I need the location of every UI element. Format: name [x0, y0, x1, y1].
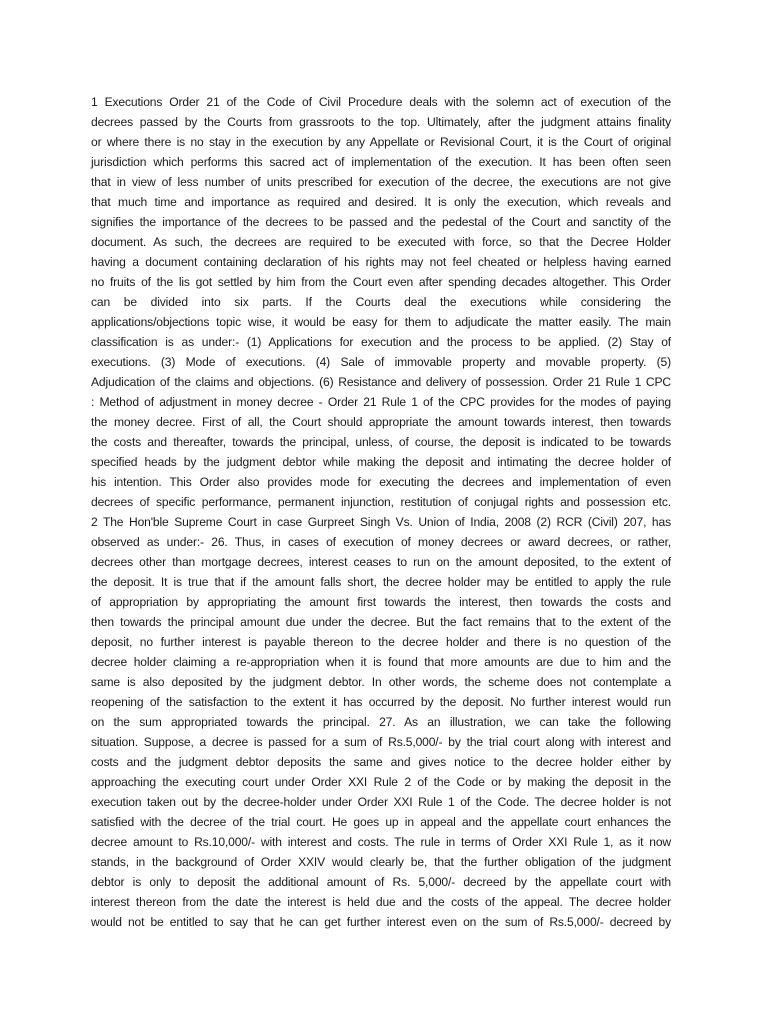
text-line: applications/objections topic wise, it would be easy for them to adjudicate the matter easily. The main — [91, 315, 671, 329]
text-line: 1 Executions Order 21 of the Code of Civil Procedure deals with the solemn act of execution of the — [91, 95, 671, 109]
text-line: that in view of less number of units prescribed for execution of the decree, the executions are not give — [91, 175, 671, 189]
text-line: then towards the principal amount due under the decree. But the fact remains that to the extent of the — [91, 615, 671, 629]
text-line: on the sum appropriated towards the principal. 27. As an illustration, we can take the following — [91, 715, 671, 729]
text-line: reopening of the satisfaction to the extent it has occurred by the deposit. No further interest would run — [91, 695, 671, 709]
text-line: no fruits of the lis got settled by him from the Court even after spending decades altogether. This Order — [91, 275, 671, 289]
text-line: interest thereon from the date the interest is held due and the costs of the appeal. The decree holder — [91, 895, 671, 909]
text-line: execution taken out by the decree-holder under Order XXI Rule 1 of the Code. The decree holder is not — [91, 795, 671, 809]
text-line: executions. (3) Mode of executions. (4) Sale of immovable property and movable property. (5) — [91, 355, 671, 369]
text-line: decrees other than mortgage decrees, interest ceases to run on the amount deposited, to the extent of — [91, 555, 671, 569]
text-line: of appropriation by appropriating the amount first towards the interest, then towards the costs and — [91, 595, 671, 609]
document-body — [91, 92, 671, 932]
text-line: document. As such, the decrees are required to be executed with force, so that the Decree Holder — [91, 235, 671, 249]
text-line: his intention. This Order also provides mode for executing the decrees and implementation of even — [91, 475, 671, 489]
text-line: that much time and importance as required and desired. It is only the execution, which reveals and — [91, 195, 671, 209]
text-line: 2 The Hon'ble Supreme Court in case Gurpreet Singh Vs. Union of India, 2008 (2) RCR (Civil) 207, has — [91, 515, 671, 529]
text-line: classification is as under:- (1) Applications for execution and the process to be applied. (2) Stay of — [91, 335, 671, 349]
text-line: decrees of specific performance, permanent injunction, restitution of conjugal rights and possession etc. — [91, 495, 671, 509]
text-line: costs and the judgment debtor deposits the same and gives notice to the decree holder either by — [91, 755, 671, 769]
text-line: specified heads by the judgment debtor while making the deposit and intimating the decree holder of — [91, 455, 671, 469]
text-line: debtor is only to deposit the additional amount of Rs. 5,000/- decreed by the appellate court with — [91, 875, 671, 889]
text-line: decree amount to Rs.10,000/- with interest and costs. The rule in terms of Order XXI Rule 1, as it now — [91, 835, 671, 849]
text-line: satisfied with the decree of the trial court. He goes up in appeal and the appellate court enhances the — [91, 815, 671, 829]
text-line: the money decree. First of all, the Court should appropriate the amount towards interest, then towards — [91, 415, 671, 429]
text-line: decree holder claiming a re-appropriation when it is found that more amounts are due to him and the — [91, 655, 671, 669]
text-line: decrees passed by the Courts from grassroots to the top. Ultimately, after the judgment attains finality — [91, 115, 671, 129]
text-line: or where there is no stay in the execution by any Appellate or Revisional Court, it is the Court of original — [91, 135, 671, 149]
text-line: same is also deposited by the judgment debtor. In other words, the scheme does not contemplate a — [91, 675, 671, 689]
text-line: : Method of adjustment in money decree - Order 21 Rule 1 of the CPC provides for the modes of paying — [91, 395, 671, 409]
text-line: can be divided into six parts. If the Courts deal the executions while considering the — [91, 295, 671, 309]
text-line: approaching the executing court under Order XXI Rule 2 of the Code or by making the deposit in the — [91, 775, 671, 789]
text-line: the deposit. It is true that if the amount falls short, the decree holder may be entitled to apply the rule — [91, 575, 671, 589]
text-line: having a document containing declaration of his rights may not feel cheated or helpless having earned — [91, 255, 671, 269]
text-line: observed as under:- 26. Thus, in cases of execution of money decrees or award decrees, or rather, — [91, 535, 671, 549]
text-line: the costs and thereafter, towards the principal, unless, of course, the deposit is indicated to be towards — [91, 435, 671, 449]
text-line: deposit, no further interest is payable thereon to the decree holder and there is no question of the — [91, 635, 671, 649]
text-line: situation. Suppose, a decree is passed for a sum of Rs.5,000/- by the trial court along with interest and — [91, 735, 671, 749]
text-line: jurisdiction which performs this sacred act of implementation of the execution. It has been often seen — [91, 155, 671, 169]
text-line: stands, in the background of Order XXIV would clearly be, that the further obligation of the judgment — [91, 855, 671, 869]
text-line: Adjudication of the claims and objections. (6) Resistance and delivery of possession. Order 21 Rule 1 CPC — [91, 375, 671, 389]
text-line: signifies the importance of the decrees to be passed and the pedestal of the Court and sanctity of the — [91, 215, 671, 229]
text-line: would not be entitled to say that he can get further interest even on the sum of Rs.5,000/- decreed by — [91, 915, 671, 929]
